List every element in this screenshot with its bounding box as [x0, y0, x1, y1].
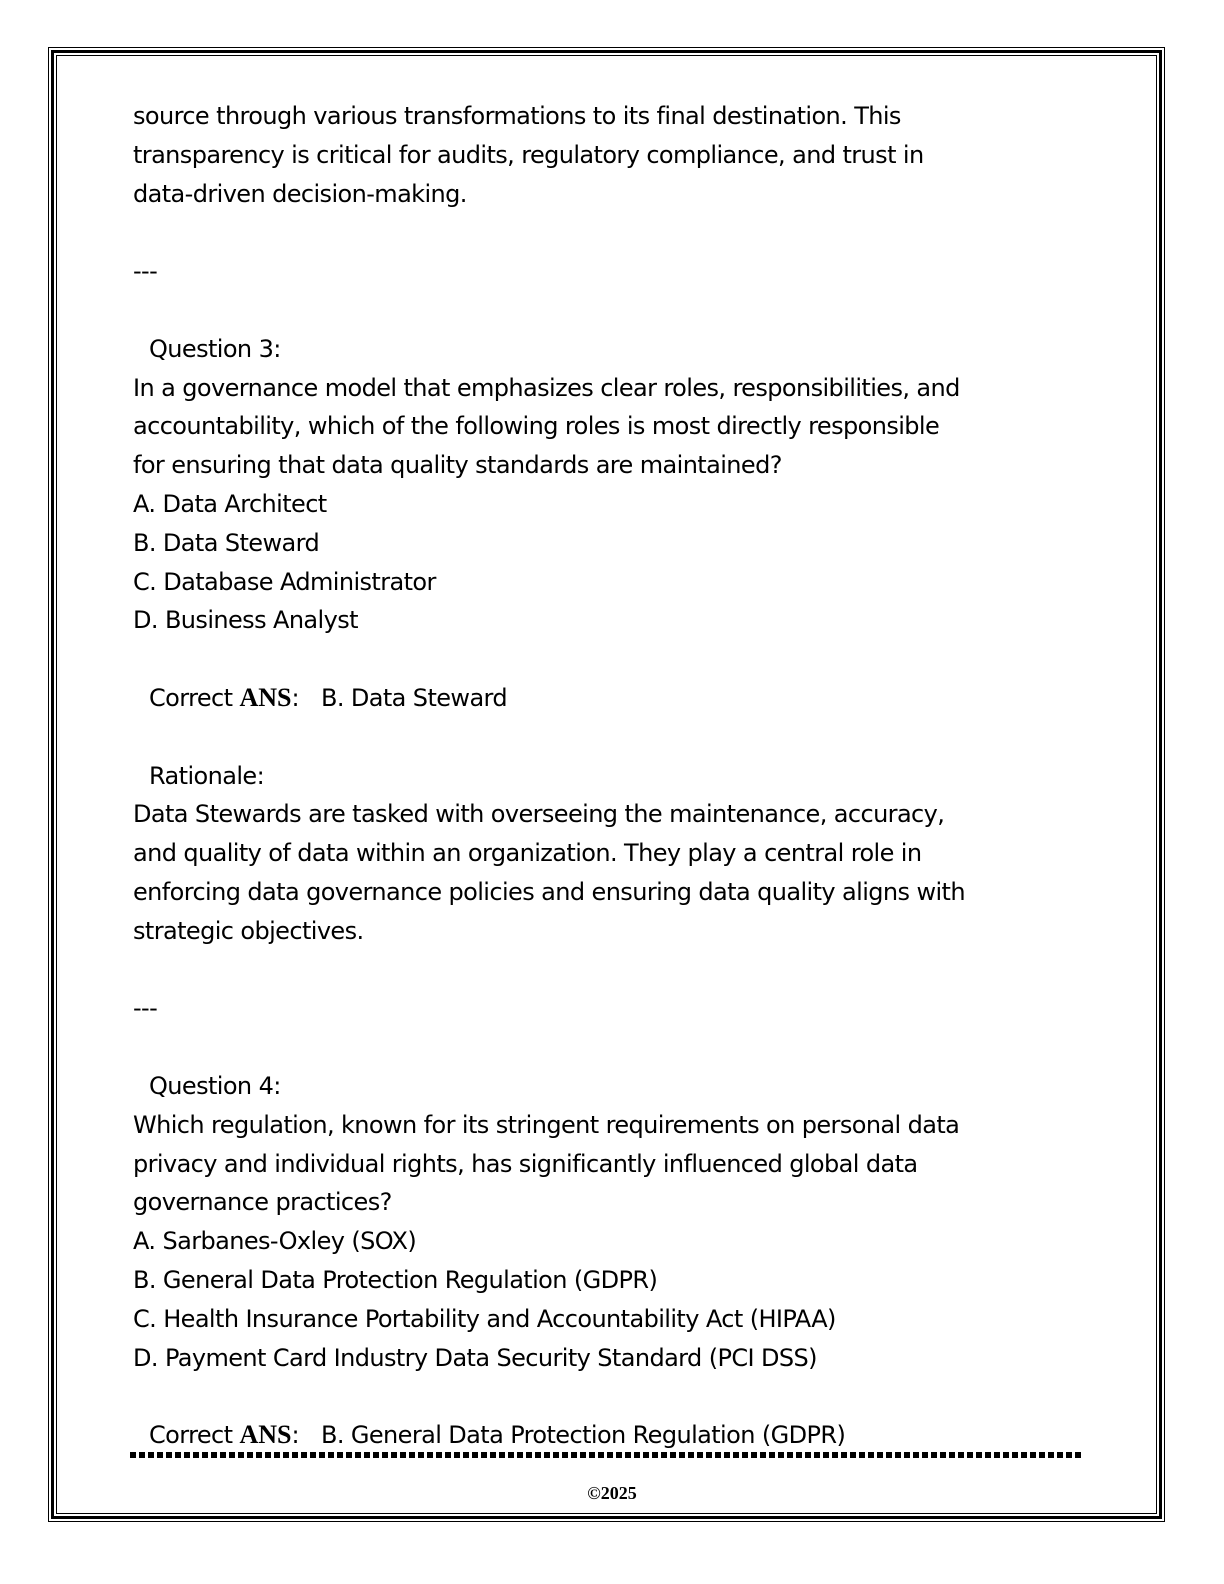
correct-answer-prefix: Correct — [149, 1421, 240, 1450]
answer-option-a: A. Sarbanes-Oxley (SOX) — [133, 1227, 417, 1256]
correct-answer-label: ANS — [239, 1420, 292, 1450]
question-prompt-line: governance practices? — [133, 1188, 392, 1217]
paragraph-line: data-driven decision-making. — [133, 179, 467, 208]
rationale-line: enforcing data governance policies and ensuring data quality aligns with — [133, 877, 965, 906]
question-heading: Question 3: — [149, 334, 281, 363]
section-separator: --- — [133, 994, 158, 1023]
correct-answer-value: B. Data Steward — [320, 683, 508, 712]
question-prompt-line: for ensuring that data quality standards are maintained? — [133, 451, 782, 480]
correct-answer-value: B. General Data Protection Regulation (GDPR) — [320, 1421, 846, 1450]
answer-option-c: C. Database Administrator — [133, 567, 436, 596]
answer-option-d: D. Business Analyst — [133, 606, 358, 635]
question-prompt-line: privacy and individual rights, has significantly influenced global data — [133, 1149, 918, 1178]
correct-answer-colon: : — [291, 1421, 299, 1450]
paragraph-line: transparency is critical for audits, regulatory compliance, and trust in — [133, 140, 924, 169]
answer-option-b: B. Data Steward — [133, 528, 320, 557]
section-separator: --- — [133, 257, 158, 286]
footer-dotted-divider — [130, 1452, 1082, 1458]
rationale-line: strategic objectives. — [133, 916, 364, 945]
document-body — [133, 97, 1093, 1455]
correct-answer-colon: : — [291, 683, 299, 712]
correct-answer-prefix: Correct — [149, 683, 240, 712]
correct-answer — [133, 1416, 1093, 1455]
correct-answer — [133, 679, 1093, 718]
rationale-line: and quality of data within an organization. They play a central role in — [133, 839, 922, 868]
footer-copyright: ©2025 — [587, 1483, 637, 1503]
answer-option-a: A. Data Architect — [133, 489, 327, 518]
question-prompt-line: In a governance model that emphasizes clear roles, responsibilities, and — [133, 373, 960, 402]
question-heading: Question 4: — [149, 1071, 281, 1100]
question-4 — [133, 1067, 1093, 1455]
paragraph-line: source through various transformations to its final destination. This — [133, 102, 901, 130]
rationale-heading: Rationale: — [149, 761, 265, 790]
rationale-line: Data Stewards are tasked with overseeing the maintenance, accuracy, — [133, 800, 945, 829]
question-prompt-line: accountability, which of the following roles is most directly responsible — [133, 412, 940, 441]
correct-answer-label: ANS — [239, 682, 292, 712]
answer-option-d: D. Payment Card Industry Data Security Standard (PCI DSS) — [133, 1343, 817, 1372]
intro-paragraph — [133, 97, 1093, 213]
answer-option-b: B. General Data Protection Regulation (GDPR) — [133, 1265, 658, 1294]
question-3 — [133, 330, 1093, 951]
answer-option-c: C. Health Insurance Portability and Accountability Act (HIPAA) — [133, 1304, 836, 1333]
question-prompt-line: Which regulation, known for its stringent requirements on personal data — [133, 1110, 960, 1139]
